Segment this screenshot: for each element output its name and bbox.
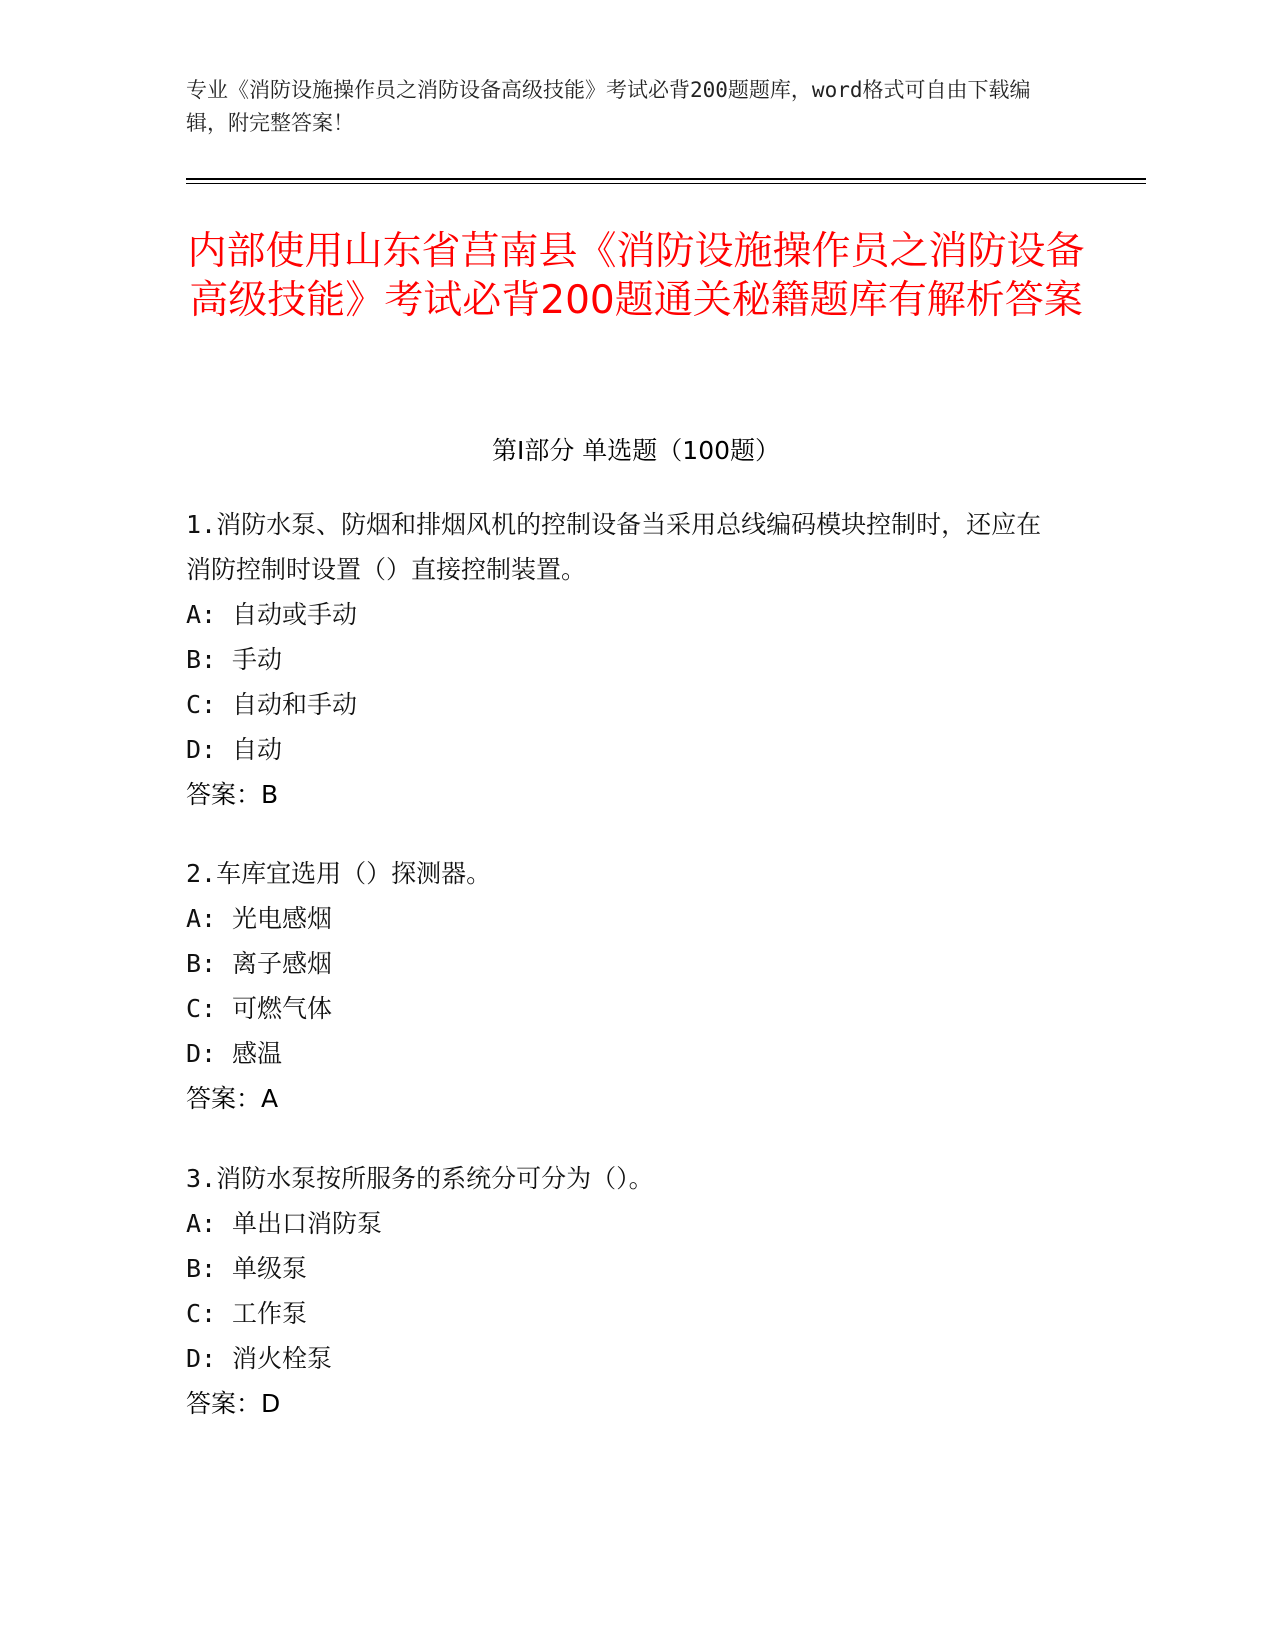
answer-line: 答案：B [186,780,279,809]
option-text: 单级泵 [232,1254,308,1283]
question-stem: 3.消防水泵按所服务的系统分可分为（）。 [186,1164,654,1193]
option-letter: D: [186,735,217,764]
document-title: 内部使用山东省莒南县《消防设施操作员之消防设备高级技能》考试必背200题通关秘籍题库有解析答案 [187,229,1085,323]
option-c [186,1291,1066,1336]
option-a [186,896,1066,941]
header-rule-thin [186,183,1146,184]
header-note: 专业《消防设施操作员之消防设备高级技能》考试必背200题题库，word格式可自由下载编辑，附完整答案！ [186,78,1031,135]
question-2 [186,851,1066,1121]
option-letter: D: [186,1039,217,1068]
header-rule-thick [186,178,1146,180]
option-d [186,1031,1066,1076]
option-a [186,1201,1066,1246]
option-text: 自动 [232,735,283,764]
option-text: 消火栓泵 [232,1344,333,1373]
option-text: 自动或手动 [232,600,358,629]
option-text: 工作泵 [232,1299,308,1328]
option-letter: A: [186,600,217,629]
option-b [186,941,1066,986]
option-a [186,592,1066,637]
option-c [186,986,1066,1031]
option-text: 自动和手动 [232,690,358,719]
answer-line: 答案：A [186,1084,279,1113]
option-text: 单出口消防泵 [232,1209,383,1238]
option-b [186,1246,1066,1291]
option-letter: C: [186,690,217,719]
section-heading: 第Ⅰ部分 单选题（100题） [491,436,781,465]
option-letter: A: [186,1209,217,1238]
option-letter: B: [186,1254,217,1283]
option-letter: B: [186,645,217,674]
answer-line: 答案：D [186,1389,281,1418]
option-letter: B: [186,949,217,978]
option-b [186,637,1066,682]
question-1 [186,502,1066,817]
option-d [186,1336,1066,1381]
option-letter: A: [186,904,217,933]
option-c [186,682,1066,727]
option-text: 可燃气体 [232,994,333,1023]
question-stem: 2.车库宜选用（）探测器。 [186,859,492,888]
option-letter: C: [186,1299,217,1328]
option-text: 离子感烟 [232,949,333,978]
option-d [186,727,1066,772]
option-text: 光电感烟 [232,904,333,933]
option-text: 手动 [232,645,283,674]
option-letter: C: [186,994,217,1023]
question-3 [186,1156,1066,1426]
question-stem: 1.消防水泵、防烟和排烟风机的控制设备当采用总线编码模块控制时，还应在消防控制时设置（）直接控制装置。 [186,510,1042,584]
option-letter: D: [186,1344,217,1373]
option-text: 感温 [232,1039,283,1068]
